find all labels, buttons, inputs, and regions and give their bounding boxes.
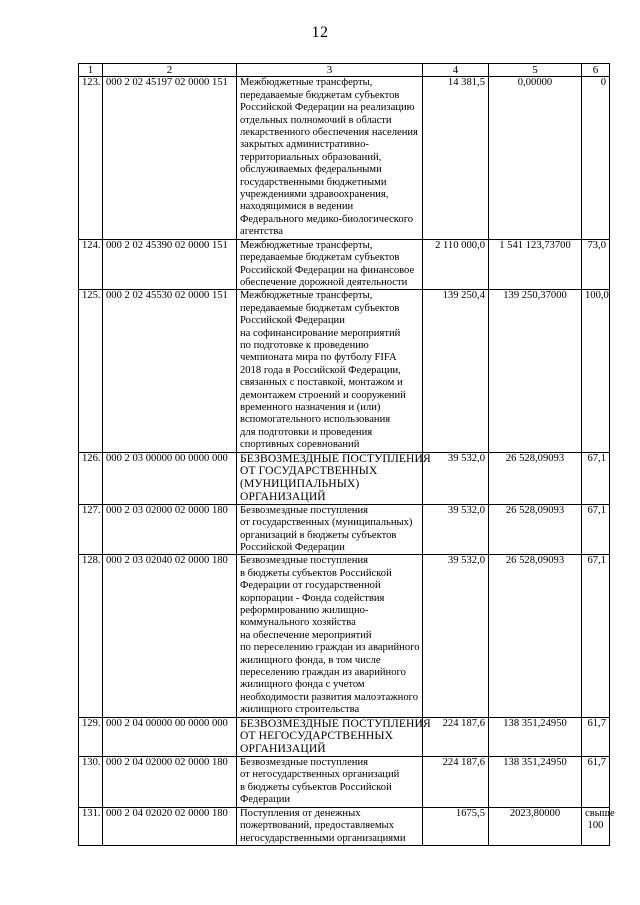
percent-line: свыше xyxy=(585,807,615,819)
row-number-cell: 123. xyxy=(79,77,103,239)
name-line: спортивных соревнований xyxy=(240,439,360,451)
header-cell: 3 xyxy=(237,64,423,77)
name-line: от негосударственных организаций xyxy=(240,769,400,781)
table-row xyxy=(79,452,610,504)
name-line: вспомогательного использования xyxy=(240,414,391,426)
fact-cell: 2023,80000 xyxy=(489,807,582,845)
row-number-cell: 127. xyxy=(79,504,103,555)
plan-cell: 1675,5 xyxy=(423,807,489,845)
table-row xyxy=(79,239,610,290)
plan-cell: 2 110 000,0 xyxy=(423,239,489,290)
name-line: организаций в бюджеты субъектов xyxy=(240,529,397,541)
header-cell: 2 xyxy=(103,64,237,77)
percent-cell: 61,7 xyxy=(582,717,610,756)
fact-cell: 138 351,24950 xyxy=(489,717,582,756)
code-cell: 000 2 03 02040 02 0000 180 xyxy=(103,555,237,717)
name-line: жилищного фонда, в том числе xyxy=(240,654,381,666)
name-line: государственными бюджетными xyxy=(240,176,387,188)
code-cell: 000 2 03 00000 00 0000 000 xyxy=(103,452,237,504)
table-row xyxy=(79,555,610,717)
name-line: Межбюджетные трансферты, xyxy=(240,77,373,89)
name-line: Федерации xyxy=(240,794,291,806)
plan-cell: 224 187,6 xyxy=(423,717,489,756)
name-line: по подготовке к проведению xyxy=(240,339,369,351)
fact-cell: 26 528,09093 xyxy=(489,555,582,717)
code-cell: 000 2 04 02000 02 0000 180 xyxy=(103,757,237,808)
name-line: Российской Федерации xyxy=(240,315,345,327)
name-line: ОТ ГОСУДАРСТВЕННЫХ xyxy=(240,464,378,478)
fact-cell: 138 351,24950 xyxy=(489,757,582,808)
name-cell xyxy=(237,807,423,845)
percent-cell: 67,1 xyxy=(582,555,610,717)
name-line: Безвозмездные поступления xyxy=(240,555,369,567)
percent-cell: 67,1 xyxy=(582,452,610,504)
name-line: необходимости развития малоэтажного xyxy=(240,691,418,703)
name-line: передаваемые бюджетам субъектов xyxy=(240,302,400,314)
name-cell xyxy=(237,716,431,756)
code-cell: 000 2 04 02020 02 0000 180 xyxy=(103,807,237,845)
name-line: находящимися в ведении xyxy=(240,201,354,213)
plan-cell: 14 381,5 xyxy=(423,77,489,239)
name-cell xyxy=(237,290,423,452)
header-cell: 6 xyxy=(582,64,610,77)
name-line: агентства xyxy=(240,226,283,238)
name-line: лекарственного обеспечения населения xyxy=(240,127,418,139)
row-number-cell: 131. xyxy=(79,807,103,845)
plan-cell: 224 187,6 xyxy=(423,757,489,808)
fact-cell: 1 541 123,73700 xyxy=(489,239,582,290)
header-cell: 1 xyxy=(79,64,103,77)
name-line: связанных с поставкой, монтажом и xyxy=(240,377,403,389)
fact-cell: 26 528,09093 xyxy=(489,452,582,504)
name-line: Межбюджетные трансферты, xyxy=(240,290,373,302)
code-cell: 000 2 02 45530 02 0000 151 xyxy=(103,290,237,452)
row-number-cell: 128. xyxy=(79,555,103,717)
name-line: Федерации от государственной xyxy=(240,580,381,592)
percent-cell: 0 xyxy=(582,77,610,239)
fact-cell: 139 250,37000 xyxy=(489,290,582,452)
plan-cell: 39 532,0 xyxy=(423,555,489,717)
name-line: коммунального хозяйства xyxy=(240,617,356,629)
header-cell: 4 xyxy=(423,64,489,77)
name-line: для подготовки и проведения xyxy=(240,426,373,438)
code-cell: 000 2 04 00000 00 0000 000 xyxy=(103,717,237,756)
percent-line: 100 xyxy=(587,820,604,832)
name-line: территориальных образований, xyxy=(240,151,382,163)
name-line: Федерального медико-биологического xyxy=(240,213,414,225)
name-cell xyxy=(237,757,423,808)
name-line: временного назначения и (или) xyxy=(240,401,381,413)
name-cell xyxy=(237,504,423,555)
fact-cell: 26 528,09093 xyxy=(489,504,582,555)
name-line: корпорации - Фонда содействия xyxy=(240,592,385,604)
name-line: БЕЗВОЗМЕЗДНЫЕ ПОСТУПЛЕНИЯ xyxy=(240,451,431,465)
name-line: чемпионата мира по футболу FIFA xyxy=(240,352,397,364)
name-line: переселению граждан из аварийного xyxy=(240,667,406,679)
name-cell xyxy=(237,77,423,239)
name-line: Российской Федерации на реализацию xyxy=(240,102,415,114)
name-line: Безвозмездные поступления xyxy=(240,757,369,769)
percent-cell: 67,1 xyxy=(582,504,610,555)
name-line: (МУНИЦИПАЛЬНЫХ) xyxy=(240,477,360,491)
percent-cell: 100,0 xyxy=(582,290,610,452)
name-line: реформированию жилищно- xyxy=(240,605,369,617)
name-line: закрытых административно- xyxy=(240,139,369,151)
name-line: жилищного строительства xyxy=(240,704,360,716)
name-line: учреждениями здравоохранения, xyxy=(240,189,389,201)
fact-cell: 0,00000 xyxy=(489,77,582,239)
name-line: 2018 года в Российской Федерации, xyxy=(240,364,401,376)
table-row xyxy=(79,717,610,756)
row-number-cell: 129. xyxy=(79,717,103,756)
table-row xyxy=(79,290,610,452)
name-line: Межбюджетные трансферты, xyxy=(240,239,373,251)
name-line: Безвозмездные поступления xyxy=(240,504,369,516)
percent-cell xyxy=(582,807,615,845)
name-line: пожертвований, предоставляемых xyxy=(240,820,394,832)
name-cell xyxy=(237,239,423,290)
code-cell: 000 2 02 45390 02 0000 151 xyxy=(103,239,237,290)
name-cell xyxy=(237,451,431,504)
name-line: Российской Федерации на финансовое xyxy=(240,264,415,276)
name-line: Поступления от денежных xyxy=(240,807,361,819)
name-line: Российской Федерации xyxy=(240,542,345,553)
page-number: 12 xyxy=(311,24,329,41)
table-row xyxy=(79,757,610,808)
row-number-cell: 130. xyxy=(79,757,103,808)
percent-cell: 61,7 xyxy=(582,757,610,808)
name-line: отдельных полномочий в области xyxy=(240,114,392,126)
name-line: жилищного фонда с учетом xyxy=(240,679,365,691)
name-cell xyxy=(237,555,423,717)
code-cell: 000 2 02 45197 02 0000 151 xyxy=(103,77,237,239)
name-line: на софинансирование мероприятий xyxy=(240,327,401,339)
name-line: негосударственными организациями xyxy=(240,832,406,844)
table-row xyxy=(79,807,610,845)
percent-cell: 73,0 xyxy=(582,239,610,290)
name-line: на обеспечение мероприятий xyxy=(240,629,372,641)
budget-table xyxy=(78,63,615,846)
name-line: обеспечение дорожной деятельности xyxy=(240,276,408,288)
name-line: ОРГАНИЗАЦИЙ xyxy=(240,489,326,503)
code-cell: 000 2 03 02000 02 0000 180 xyxy=(103,504,237,555)
name-line: от государственных (муниципальных) xyxy=(240,517,413,529)
row-number-cell: 126. xyxy=(79,452,103,504)
name-line: по переселению граждан из аварийного xyxy=(240,642,420,654)
name-line: передаваемые бюджетам субъектов xyxy=(240,89,400,101)
name-line: в бюджеты субъектов Российской xyxy=(240,567,392,579)
name-line: ОРГАНИЗАЦИЙ xyxy=(240,742,326,756)
table-header-row xyxy=(79,64,610,77)
row-number-cell: 125. xyxy=(79,290,103,452)
plan-cell: 39 532,0 xyxy=(423,504,489,555)
table-row xyxy=(79,504,610,555)
name-line: в бюджеты субъектов Российской xyxy=(240,781,392,793)
name-line: передаваемые бюджетам субъектов xyxy=(240,252,400,264)
plan-cell: 139 250,4 xyxy=(423,290,489,452)
table-row xyxy=(79,77,610,239)
name-line: ОТ НЕГОСУДАРСТВЕННЫХ xyxy=(240,729,394,743)
plan-cell: 39 532,0 xyxy=(423,452,489,504)
name-line: демонтажем строений и сооружений xyxy=(240,389,406,401)
name-line: обслуживаемых федеральными xyxy=(240,164,382,176)
header-cell: 5 xyxy=(489,64,582,77)
row-number-cell: 124. xyxy=(79,239,103,290)
name-line: БЕЗВОЗМЕЗДНЫЕ ПОСТУПЛЕНИЯ xyxy=(240,716,431,730)
